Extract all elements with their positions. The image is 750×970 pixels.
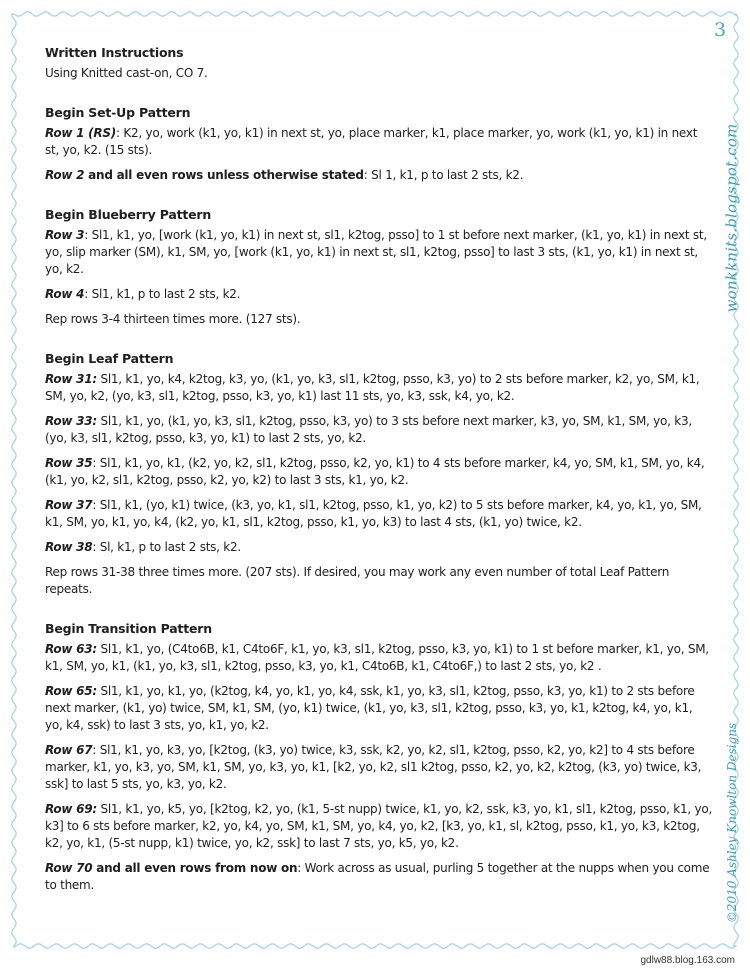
instruction-row xyxy=(45,167,713,184)
section-leaf-pattern xyxy=(45,350,713,598)
blog-url-side-text: wonkknits.blogspot.com xyxy=(722,123,741,313)
instruction-row xyxy=(45,497,713,531)
row-label: Row 38 xyxy=(45,540,93,554)
row-label: Row 37 xyxy=(45,498,93,512)
row-text: : Sl1, k1, yo, k1, (k2, yo, k2, sl1, k2tog, psso, k2, yo, k1) to 4 sts before marker, k4, yo, SM, k1, SM, yo, k4, (k1, yo, k2, sl1, k2tog, psso, k2, yo, k2) to last 3 sts, k1, yo, k2. xyxy=(45,456,705,487)
instruction-row xyxy=(45,227,713,278)
row-label: Row 65: xyxy=(45,684,97,698)
row-text: : K2, yo, work (k1, yo, k1) in next st, yo, place marker, k1, place marker, yo, work (k1, yo, k1) in next st, yo, k2. (15 sts). xyxy=(45,126,698,157)
instruction-text: Using Knitted cast-on, CO 7. xyxy=(45,66,208,80)
row-text: Sl1, k1, yo, (k1, yo, k3, sl1, k2tog, psso, k3, yo) to 3 sts before next marker, k3, yo, SM, k1, SM, yo, k3, (yo, k3, sl1, k2tog, psso, k3, yo, k1) to last 2 sts, yo, k2. xyxy=(45,414,692,445)
row-label: Row 3 xyxy=(45,228,85,242)
section-heading: Written Instructions xyxy=(45,45,184,60)
row-label: Row 70 xyxy=(45,861,93,875)
row-text: : Sl1, k1, yo, k3, yo, [k2tog, (k3, yo) twice, k3, ssk, k2, yo, k2, sl1, k2tog, psso, k2, yo, k2] to 4 sts before marker, k1, yo, k3, yo, SM, k1, SM, yo, k3, yo, k1, [k2, yo, k2, sl1 k2tog, psso, k2, yo, k2, k2tog, (k3, yo) twice, k3, ssk] to last 5 sts, yo, k3, yo, k2. xyxy=(45,743,702,791)
section-heading: Begin Set-Up Pattern xyxy=(45,105,191,120)
instruction-row xyxy=(45,125,713,159)
instruction-row xyxy=(45,286,713,303)
row-label: Row 35 xyxy=(45,456,93,470)
instruction-paragraph xyxy=(45,311,713,328)
copyright-side-text: ©2010 Ashley Knowlton Designs xyxy=(725,722,739,924)
section-blueberry-pattern xyxy=(45,206,713,328)
section-set-up-pattern xyxy=(45,104,713,184)
row-label: Row 69: xyxy=(45,802,97,816)
row-text: Sl1, k1, yo, k4, k2tog, k3, yo, (k1, yo, k3, sl1, k2tog, psso, k3, yo) to 2 sts before marker, k2, yo, SM, k1, SM, yo, k2, (yo, k3, sl1, k2tog, psso, k3, yo, k1) last 11 sts, yo, k3, ssk, k4, yo, k2. xyxy=(45,372,700,403)
instruction-text: Rep rows 31-38 three times more. (207 sts). If desired, you may work any even number of total Leaf Pattern repeats. xyxy=(45,565,670,596)
section-heading: Begin Leaf Pattern xyxy=(45,351,174,366)
row-label: Row 67 xyxy=(45,743,93,757)
instruction-text: Rep rows 3-4 thirteen times more. (127 sts). xyxy=(45,312,301,326)
row-text: Sl1, k1, yo, k5, yo, [k2tog, k2, yo, (k1, 5-st nupp) twice, k1, yo, k2, ssk, k3, yo, k1, sl1, k2tog, psso, k1, yo, k3] to 6 sts before marker, k2, yo, k4, yo, SM, k1, SM, yo, k4, yo, k2, [k3, yo, k1, sl, k2tog, psso, k1, yo, k3, k2tog, k2, yo, k1, (5-st nupp, k1) twice, yo, k2, ssk] to last 7 sts, yo, k5, yo, k2. xyxy=(45,802,713,850)
instruction-paragraph xyxy=(45,564,713,598)
instruction-row xyxy=(45,371,713,405)
watermark: gdlw88.blog.163.com xyxy=(640,955,735,966)
row-text: : Sl1, k1, p to last 2 sts, k2. xyxy=(84,287,241,301)
instruction-row xyxy=(45,641,713,675)
instruction-row xyxy=(45,413,713,447)
section-heading: Begin Blueberry Pattern xyxy=(45,207,212,222)
row-text: Sl1, k1, yo, (C4to6B, k1, C4to6F, k1, yo, k3, sl1, k2tog, psso, k3, yo, k1) to 1 st before marker, k1, yo, SM, k1, SM, yo, k1, (k1, yo, k3, sl1, k2tog, psso, k3, yo, k1, C4to6B, k1, C4to6F,) to last 2 sts, yo, k2 . xyxy=(45,642,709,673)
instruction-row xyxy=(45,742,713,793)
row-text: : Sl1, k1, yo, [work (k1, yo, k1) in next st, sl1, k2tog, psso] to 1 st before next marker, (k1, yo, k1) in next st, yo, slip marker (SM), k1, SM, yo, [work (k1, yo, k1) in next st, sl1, k2tog, psso] to last 3 sts, (k1, yo, k1) in next st, yo, k2. xyxy=(45,228,707,276)
page-number: 3 xyxy=(713,19,727,41)
row-label: Row 63: xyxy=(45,642,97,656)
row-qualifier: and all even rows from now on xyxy=(92,861,298,875)
row-text: : Sl1, k1, (yo, k1) twice, (k3, yo, k1, sl1, k2tog, psso, k1, yo, k2) to 5 sts before marker, k4, yo, k1, yo, SM, k1, SM, yo, k1, yo, k4, (k2, yo, k1, sl1, k2tog, psso, k1, yo, k3) to last 4 sts, (k1, yo) twice, k2. xyxy=(45,498,702,529)
pattern-instructions xyxy=(45,44,713,902)
row-text: : Sl 1, k1, p to last 2 sts, k2. xyxy=(363,168,524,182)
row-label: Row 1 (RS) xyxy=(45,126,117,140)
section-transition-pattern xyxy=(45,620,713,894)
section-heading: Begin Transition Pattern xyxy=(45,621,212,636)
row-text: : Work across as usual, purling 5 together at the nupps when you come to them. xyxy=(45,861,710,892)
instruction-row xyxy=(45,860,713,894)
instruction-row xyxy=(45,683,713,734)
instruction-row xyxy=(45,801,713,852)
row-label: Row 31: xyxy=(45,372,97,386)
section-written-instructions xyxy=(45,44,713,82)
row-label: Row 2 xyxy=(45,168,85,182)
row-label: Row 33: xyxy=(45,414,97,428)
instruction-paragraph xyxy=(45,65,713,82)
instruction-row xyxy=(45,455,713,489)
row-qualifier: and all even rows unless otherwise stated xyxy=(84,168,364,182)
row-text: : Sl, k1, p to last 2 sts, k2. xyxy=(92,540,241,554)
row-text: Sl1, k1, yo, k1, yo, (k2tog, k4, yo, k1, yo, k4, ssk, k1, yo, k3, sl1, k2tog, psso, k3, yo, k1) to 2 sts before next marker, (k1, yo) twice, SM, k1, SM, (yo, k1) twice, (k1, yo, k3, sl1, k2tog, psso, k3, yo, k1, k2tog, k4, yo, k1, yo, k4, ssk) to last 3 sts, yo, k1, yo, k2. xyxy=(45,684,695,732)
instruction-row xyxy=(45,539,713,556)
row-label: Row 4 xyxy=(45,287,85,301)
